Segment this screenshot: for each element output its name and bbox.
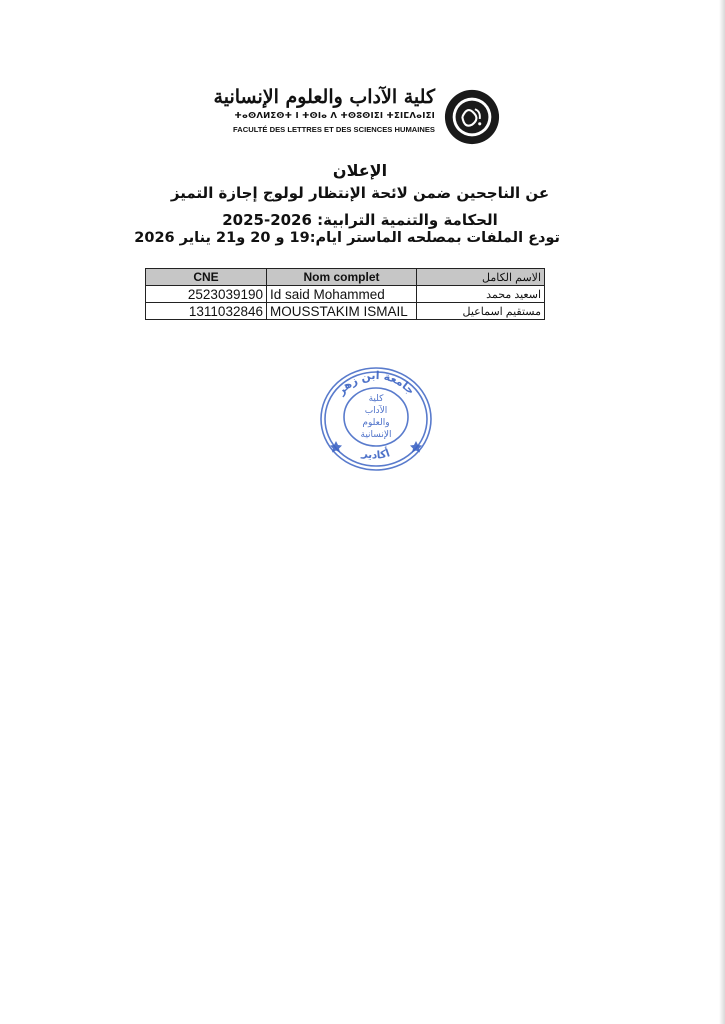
svg-text:أكادير	[360, 445, 392, 461]
faculty-header	[213, 84, 515, 146]
stamp-inner-line: الإنسانية	[360, 430, 392, 440]
stamp-inner-line: كلية	[368, 394, 384, 404]
university-logo	[443, 88, 501, 146]
deposit-dates-notice: تودع الملفات بمصلحه الماستر ايام:19 و 20 و21 يناير 2026	[134, 230, 560, 246]
cell-cne: 1311032846	[146, 303, 267, 320]
announcement-title: الإعلان	[332, 161, 388, 180]
table-row	[146, 286, 545, 303]
faculty-stamp	[318, 365, 434, 473]
column-header-arabic-name: الاسم الكامل	[417, 269, 545, 286]
cell-arabic-name: مستقيم اسماعيل	[417, 303, 545, 320]
table-row	[146, 303, 545, 320]
table-header-row	[146, 269, 545, 286]
announcement-titles	[160, 160, 560, 232]
faculty-name-french: FACULTÉ DES LETTRES ET DES SCIENCES HUMAINES	[233, 125, 435, 134]
faculty-name-tifinagh: ⵜⴰⵙⴷⵍⵉⵙⵜ ⵏ ⵜⵙⵏⴰ ⴷ ⵜⵙⵓⵙⵏⵉⵏ ⵜⵉⵏⵎⴷⴰⵏⵉⵏ	[234, 111, 435, 121]
cell-cne: 2523039190	[146, 286, 267, 303]
cell-nom: Id said Mohammed	[267, 286, 417, 303]
stamp-inner-line: والعلوم	[362, 418, 390, 428]
stamp-inner-line: الآداب	[364, 406, 388, 416]
announcement-subtitle: عن الناجحين ضمن لائحة الإنتظار لولوج إجازة التميز	[170, 184, 550, 202]
program-title: الحكامة والتنمية الترابية: 2026-2025	[222, 211, 498, 229]
stamp-ring-bottom: أكادير	[360, 447, 392, 462]
column-header-cne: CNE	[146, 269, 267, 286]
column-header-nom: Nom complet	[267, 269, 417, 286]
stamp-ring-top: جامعة ابن زهر	[334, 368, 418, 398]
results-table	[145, 268, 545, 320]
page-edge-shadow	[719, 0, 725, 1024]
cell-arabic-name: اسعيد محمد	[417, 286, 545, 303]
cell-nom: MOUSSTAKIM ISMAIL	[267, 303, 417, 320]
faculty-name-arabic: كلية الآداب والعلوم الإنسانية	[213, 86, 435, 108]
